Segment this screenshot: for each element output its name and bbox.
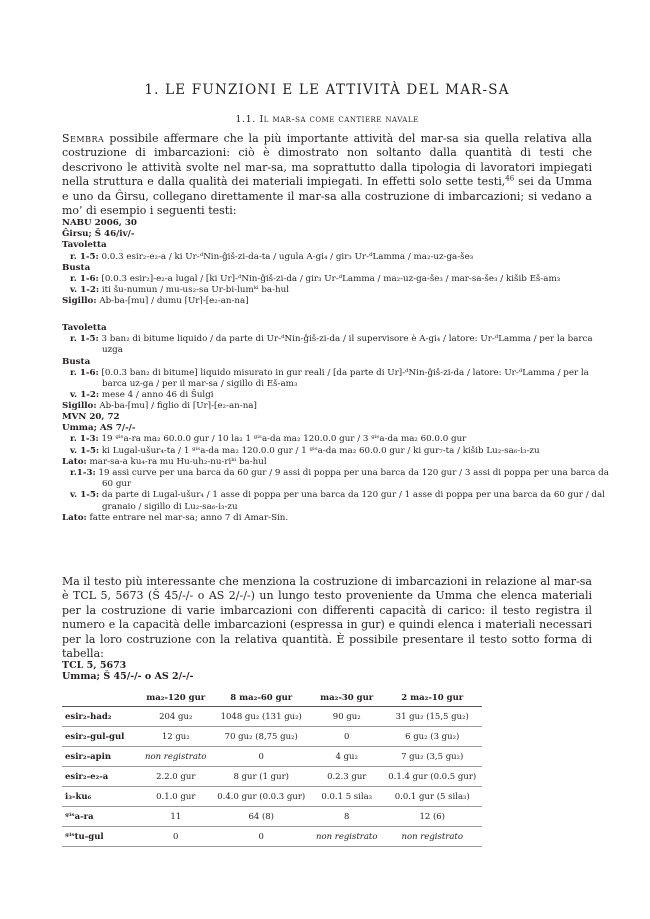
intro-first-word: Sembra (62, 132, 105, 145)
table-cell: non registrato (382, 827, 482, 847)
table-cell: 7 gu₂ (3,5 gu₂) (382, 747, 482, 767)
section-title: Il mar-sa come cantiere navale (259, 114, 419, 125)
tcl-table (62, 689, 482, 847)
mvn-tr-verso-cont: granaio / sigillo di Lu₂-sa₆-i₃-zu (102, 501, 238, 512)
row-label: ᵍⁱˢa-ra (62, 807, 140, 827)
table-row (62, 787, 482, 807)
column-header: 2 ma₂-10 gur (382, 689, 482, 707)
section-number: 1.1. (235, 114, 256, 125)
table-row (62, 807, 482, 827)
table-cell: 0.1.4 gur (0.0.5 gur) (382, 767, 482, 787)
column-header: ma₂-120 gur (140, 689, 211, 707)
tcl-date: Umma; Š 45/-/- o AS 2/-/- (62, 671, 194, 683)
intro-paragraph (62, 132, 592, 218)
nabu-tav-recto: r. 1-5: 0.0.3 esir₂-e₂-a / ki Ur-ᵈNin-ĝiš-zi-da-ta / ugula A-gi₄ / gir₃ Ur-ᵈLamma / ma₂-uz-ga-še₃ (70, 251, 474, 262)
mvn-text-block (62, 412, 609, 524)
table-row (62, 727, 482, 747)
table-cell: non registrato (140, 747, 211, 767)
mvn-tr-lato: Lato: fatte entrare nel mar-sa; anno 7 di Amar-Sin. (62, 512, 289, 523)
tcl-heading (62, 660, 592, 682)
row-label: esir₂-gul-gul (62, 727, 140, 747)
intro-text-a: possibile affermare che la più importante attività del mar-sa sia quella relativa alla costruzione di imbarcazioni: ciò è dimostrato non soltanto dalla quantità di testi che descrivono le attività svolte nel mar-sa, ma soprattutto dalla tipologia di lavoratori impiegati nella struttura e dalla qualità dei materiali impiegati. In effetti solo sette testi, (62, 132, 592, 189)
table-cell: 31 gu₂ (15,5 gu₂) (382, 707, 482, 727)
column-header: 8 ma₂-60 gur (211, 689, 311, 707)
table-cell: 12 (6) (382, 807, 482, 827)
table-cell: 0.0.1 5 sila₃ (311, 787, 382, 807)
table-cell: 1048 gu₂ (131 gu₂) (211, 707, 311, 727)
nabu-text-block (62, 218, 592, 308)
table-cell: 0.1.0 gur (140, 787, 211, 807)
footnote-marker[interactable]: 46 (505, 174, 515, 183)
table-cell: 2.2.0 gur (140, 767, 211, 787)
tcl-ref: TCL 5, 5673 (62, 660, 127, 671)
row-label: esir₂-apin (62, 747, 140, 767)
table-cell: 0 (211, 747, 311, 767)
mvn-tr-recto-cont: 60 gur (102, 479, 132, 490)
table-cell: 12 gu₂ (140, 727, 211, 747)
table-cell: 0 (211, 827, 311, 847)
intro-text-b: sei da Umma e uno da Ĝirsu, collegano direttamente il mar-sa alla costruzione di imbarcazioni; si vedano a mo’ di esempio i seguenti testi: (62, 175, 592, 218)
nabu-translation-block (62, 323, 592, 413)
table-row (62, 767, 482, 787)
paragraph-2: Ma il testo più interessante che menziona la costruzione di imbarcazioni in relazione al mar-sa è TCL 5, 5673 (Š 45/-/- o AS 2/-/-) un lungo testo proveniente da Umma che elenca materiali per la costruzione di varie imbarcazioni con differenti capacità di carico: il testo registra il numero e la capacità delle imbarcazioni (espressa in gur) e quindi elenca i materiali necessari per la loro costruzione con la relativa quantità. È possibile presentare il testo sotto forma di tabella: (62, 575, 592, 661)
table-cell: 0.4.0 gur (0.0.3 gur) (211, 787, 311, 807)
mvn-verso: v. 1-5: ki Lugal-ušur₄-ta / 1 ᵍⁱˢa-da ma₂ 120.0.0 gur / 1 ᵍⁱˢa-da ma₂ 60.0.0 gur / ki gur₇-ta / kišib Lu₂-sa₆-i₃-zu (70, 445, 540, 456)
table-row (62, 707, 482, 727)
nabu-date: Ĝirsu; Š 46/iv/- (62, 229, 135, 240)
mvn-tr-recto: r.1-3: 19 assi curve per una barca da 60 gur / 9 assi di poppa per una barca da 120 gur / 3 assi di poppa per una barca da (70, 468, 609, 479)
nabu-tr-sigillo: Sigillo: Ab-ba-⌈mu⌉ / figlio di ⌈Ur⌉-[e₂-an-na] (62, 401, 257, 412)
mvn-lato: Lato: mar-sa-a ku₄-ra mu Hu-uh₂-nu-riᵏⁱ ba-hul (62, 456, 267, 467)
table-cell: 204 gu₂ (140, 707, 211, 727)
column-header (62, 689, 140, 707)
table-cell: 64 (8) (211, 807, 311, 827)
table-cell: 6 gu₂ (3 gu₂) (382, 727, 482, 747)
table-cell: 70 gu₂ (8,75 gu₂) (211, 727, 311, 747)
nabu-tr-busta-label: Busta (62, 356, 91, 367)
row-label: esir₂-e₂-a (62, 767, 140, 787)
nabu-tr-tav-recto-cont: uzga (102, 345, 123, 356)
table-cell: 0 (311, 727, 382, 747)
table-row (62, 827, 482, 847)
nabu-tr-bus-recto-cont: barca uz-ga / per il mar-sa / sigillo di Eš-am₃ (102, 379, 298, 390)
chapter-title: 1. LE FUNZIONI E LE ATTIVITÀ DEL MAR-SA (144, 82, 510, 98)
table-cell: 0.0.1 gur (5 sila₃) (382, 787, 482, 807)
table-header-row (62, 689, 482, 707)
table-cell: non registrato (311, 827, 382, 847)
table-cell: 4 gu₂ (311, 747, 382, 767)
nabu-tr-tavoletta-label: Tavoletta (62, 323, 107, 333)
row-label: i₃-ku₆ (62, 787, 140, 807)
section-heading (62, 114, 592, 125)
nabu-tr-bus-verso: v. 1-2: mese 4 / anno 46 di Šulgi (70, 390, 214, 401)
nabu-sigillo: Sigillo: Ab-ba-⌈mu⌉ / dumu ⌈Ur⌉-[e₂-an-na] (62, 296, 249, 307)
nabu-busta-label: Busta (62, 262, 91, 273)
column-header: ma₂-30 gur (311, 689, 382, 707)
table-cell: 8 (311, 807, 382, 827)
row-label: esir₂-had₂ (62, 707, 140, 727)
table-cell: 8 gur (1 gur) (211, 767, 311, 787)
nabu-tr-tav-recto: r. 1-5: 3 ban₂ di bitume liquido / da parte di Ur-ᵈNin-ĝiš-zi-da / il supervisore è A-gi₄ / latore: Ur-ᵈLamma / per la barca (70, 334, 593, 345)
mvn-ref: MVN 20, 72 (62, 412, 120, 422)
nabu-bus-recto: r. 1-6: [0.0.3 esir₂]-e₂-a lugal / [ki Ur]-ᵈNin-ĝiš-zi-da / gir₃ Ur-ᵈLamma / ma₂-uz-ga-še₃ / mar-sa-še₃ / kišib Eš-am₃ (70, 274, 561, 285)
table-cell: 11 (140, 807, 211, 827)
table-cell: 0.2.3 gur (311, 767, 382, 787)
table-cell: 90 gu₂ (311, 707, 382, 727)
table-row (62, 747, 482, 767)
mvn-recto: r. 1-3: 19 ᵍⁱˢa-ra ma₂ 60.0.0 gur / 10 la₂ 1 ᵍⁱˢa-da ma₂ 120.0.0 gur / 3 ᵍⁱˢa-da ma₂ 60.0.0 gur (70, 434, 467, 445)
table-cell: 0 (140, 827, 211, 847)
nabu-ref: NABU 2006, 30 (62, 218, 137, 228)
nabu-tavoletta-label: Tavoletta (62, 240, 107, 251)
row-label: ᵍⁱˢtu-gul (62, 827, 140, 847)
mvn-date: Umma; AS 7/-/- (62, 423, 136, 434)
nabu-bus-verso: v. 1-2: iti šu-numun / mu-us₂-sa Ur-bi-lumᵏⁱ ba-hul (70, 285, 290, 296)
mvn-tr-verso: v. 1-5: da parte di Lugal-ušur₄ / 1 asse di poppa per una barca da 120 gur / 1 asse di poppa per una barca da 60 gur / dal (70, 490, 605, 501)
nabu-tr-bus-recto: r. 1-6: [0.0.3 ban₂ di bitume] liquido misurato in gur reali / [da parte di Ur]-ᵈNin-ĝiš-zi-da / latore: Ur-ᵈLamma / per la (70, 367, 589, 378)
